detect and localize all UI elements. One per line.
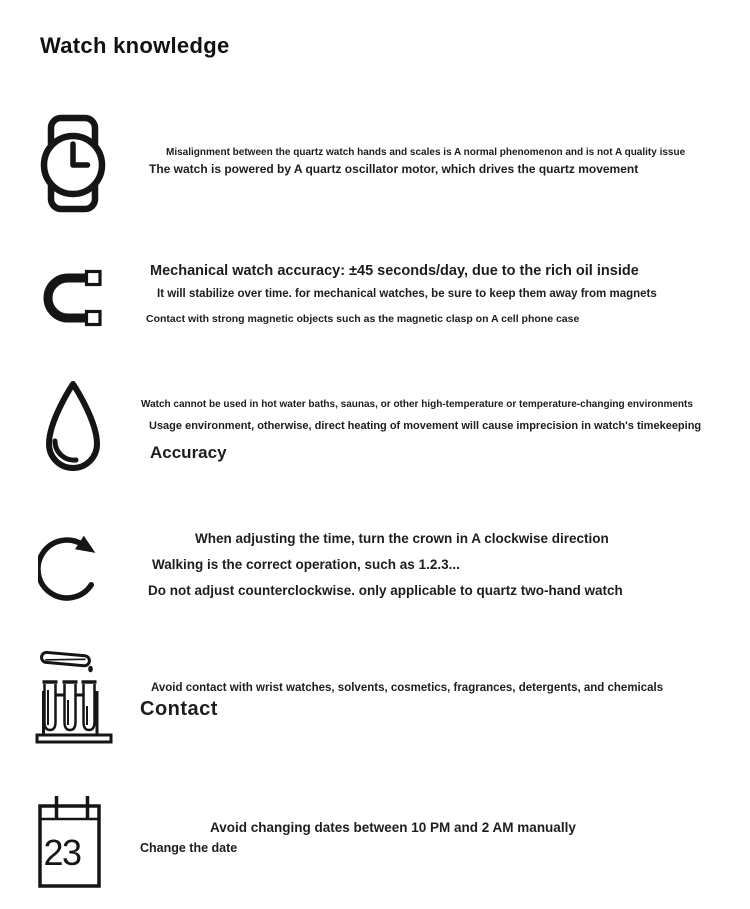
page-title: Watch knowledge xyxy=(40,33,230,58)
text-line: Usage environment, otherwise, direct heating of movement will cause imprecision in watch's timekeeping xyxy=(149,420,702,432)
text-line: Change the date xyxy=(140,841,238,855)
water-drop-icon xyxy=(40,380,106,476)
text-line: Avoid changing dates between 10 PM and 2 AM manually xyxy=(210,820,576,835)
text-line: Avoid contact with wrist watches, solvents, cosmetics, fragrances, detergents, and chemicals xyxy=(151,682,664,694)
text-line: Do not adjust counterclockwise. only applicable to quartz two-hand watch xyxy=(148,583,623,598)
magnet-icon xyxy=(40,268,106,328)
clockwise-arrow-icon xyxy=(38,524,104,606)
text-line: When adjusting the time, turn the crown in A clockwise direction xyxy=(195,531,609,546)
text-line: The watch is powered by A quartz oscillator motor, which drives the quartz movement xyxy=(149,162,639,176)
wristwatch-icon xyxy=(40,114,106,214)
text-line: Walking is the correct operation, such as 1.2.3... xyxy=(152,557,460,572)
text-line: Mechanical watch accuracy: ±45 seconds/day, due to the rich oil inside xyxy=(150,263,639,279)
text-line: Accuracy xyxy=(150,443,227,462)
test-tubes-icon xyxy=(34,646,114,746)
calendar-day-number: 23 xyxy=(43,832,81,873)
text-line: Contact xyxy=(140,698,218,720)
text-line: It will stabilize over time. for mechanical watches, be sure to keep them away from magnets xyxy=(157,288,657,300)
text-line: Watch cannot be used in hot water baths, saunas, or other high-temperature or temperature-changing environments xyxy=(141,399,693,410)
text-line: Misalignment between the quartz watch hands and scales is A normal phenomenon and is not A quality issue xyxy=(166,147,686,158)
text-line: Contact with strong magnetic objects such as the magnetic clasp on A cell phone case xyxy=(146,313,580,325)
calendar-icon xyxy=(38,786,106,890)
